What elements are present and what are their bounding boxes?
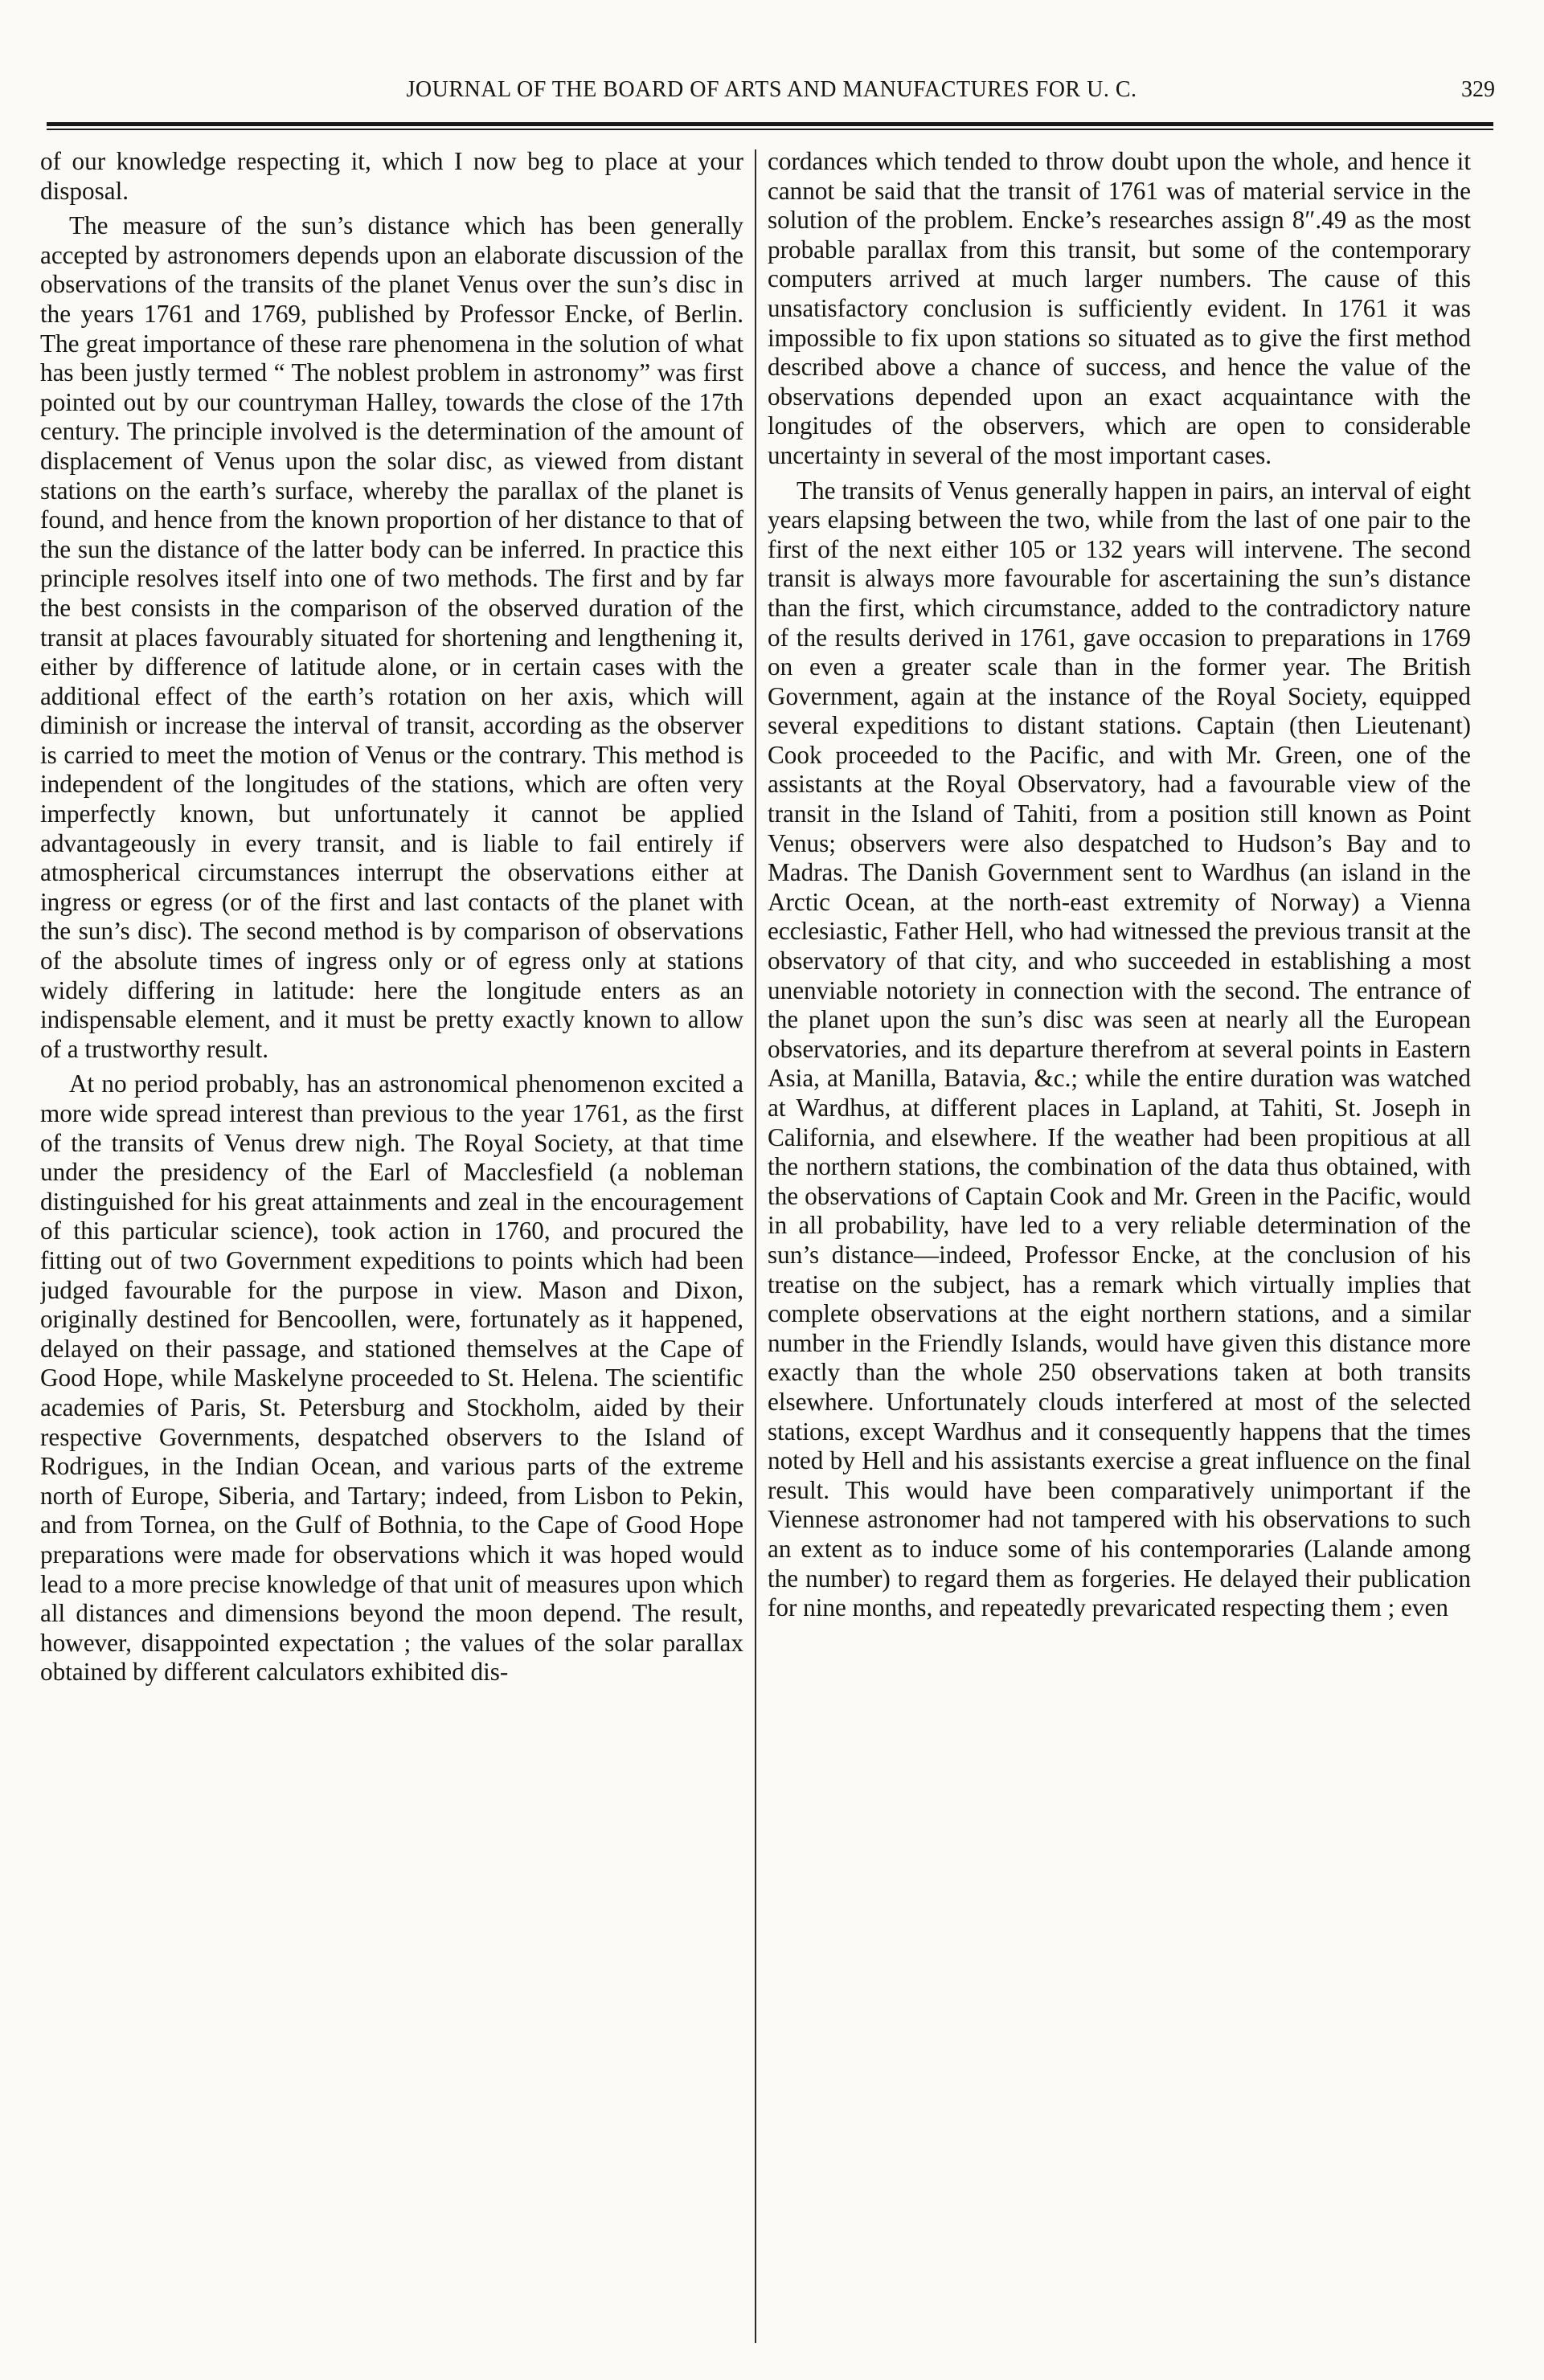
header-rule-thin	[47, 129, 1493, 130]
left-paragraph-1: of our knowledge respecting it, which I now beg to place at your disposal.	[40, 147, 743, 205]
journal-title: JOURNAL OF THE BOARD OF ARTS AND MANUFACTURES FOR U. C.	[406, 77, 1137, 102]
right-paragraph-2: The transits of Venus generally happen in pairs, an interval of eight years elapsing between the two, while from the last of one pair to the first of the next either 105 or 132 years will intervene. The second transit is always more favourable for ascertaining the sun’s distance than the first, which circumstance, added to the contradictory nature of the results derived in 1761, gave occasion to preparations in 1769 on even a greater scale than in the former year. The British Government, again at the instance of the Royal Society, equipped several expeditions to distant stations. Captain (then Lieutenant) Cook proceeded to the Pacific, and with Mr. Green, one of the assistants at the Royal Observatory, had a favourable view of the transit in the Island of Tahiti, from a position still known as Point Venus; observers were also despatched to Hudson’s Bay and to Madras. The Danish Government sent to Wardhus (an island in the Arctic Ocean, at the north-east extremity of Norway) a Vienna ecclesiastic, Father Hell, who had witnessed the previous transit at the observatory of that city, and who succeeded in establishing a most unenviable notoriety in connection with the second. The entrance of the planet upon the sun’s disc was seen at nearly all the European observatories, and its departure therefrom at several points in Eastern Asia, at Manilla, Batavia, &c.; while the entire duration was watched at Wardhus, at different places in Lapland, at Tahiti, St. Joseph in California, and elsewhere. If the weather had been propitious at all the northern stations, the combination of the data thus obtained, with the observations of Captain Cook and Mr. Green in the Pacific, would in all probability, have led to a very reliable determination of the sun’s distance—indeed, Professor Encke, at the conclusion of his treatise on the subject, has a remark which virtually implies that complete observations at the eight northern stations, and a similar number in the Friendly Islands, would have given this distance more exactly than the whole 250 observations taken at both transits elsewhere. Unfortunately clouds interfered at most of the selected stations, except Wardhus and it consequently happens that the times noted by Hell and his assistants exercise a great influence on the final result. This would have been comparatively unimportant if the Viennese astronomer had not tampered with his observations to such an extent as to induce some of his contemporaries (Lalande among the number) to regard them as forgeries. He delayed their publication for nine months, and repeatedly prevaricated respecting them ; even	[768, 476, 1471, 1622]
left-paragraph-3: At no period probably, has an astronomical phenomenon excited a more wide spread interest than previous to the year 1761, as the first of the transits of Venus drew nigh. The Royal Society, at that time under the presidency of the Earl of Macclesfield (a nobleman distinguished for his great attainments and zeal in the encouragement of this particular science), took action in 1760, and procured the fitting out of two Government expeditions to points which had been judged favourable for the purpose in view. Mason and Dixon, originally destined for Bencoollen, were, fortunately as it happened, delayed on their passage, and stationed themselves at the Cape of Good Hope, while Maskelyne proceeded to St. Helena. The scientific academies of Paris, St. Petersburg and Stockholm, aided by their respective Governments, despatched observers to the Island of Rodrigues, in the Indian Ocean, and various parts of the extreme north of Europe, Siberia, and Tartary; indeed, from Lisbon to Pekin, and from Tornea, on the Gulf of Bothnia, to the Cape of Good Hope preparations were made for observations which it was hoped would lead to a more precise knowledge of that unit of measures upon which all distances and dimensions beyond the moon depend. The result, however, disappointed expectation ; the values of the solar parallax obtained by different calculators exhibited dis-	[40, 1069, 743, 1687]
right-paragraph-1: cordances which tended to throw doubt upon the whole, and hence it cannot be said that the transit of 1761 was of material service in the solution of the problem. Encke’s researches assign 8″.49 as the most probable parallax from this transit, but some of the contemporary computers arrived at much larger numbers. The cause of this unsatisfactory conclusion is sufficiently evident. In 1761 it was impossible to fix upon stations so situated as to give the first method described above a chance of success, and hence the value of the observations depended upon an exact acquaintance with the longitudes of the observers, which are open to considerable uncertainty in several of the most important cases.	[768, 147, 1471, 469]
right-column	[768, 147, 1471, 2349]
header-rule-thick	[47, 122, 1493, 126]
running-header	[48, 77, 1495, 109]
left-paragraph-2: The measure of the sun’s distance which has been generally accepted by astronomers depends upon an elaborate discussion of the observations of the transits of the planet Venus over the sun’s disc in the years 1761 and 1769, published by Professor Encke, of Berlin. The great importance of these rare phenomena in the solution of what has been justly termed “ The noblest problem in astronomy” was first pointed out by our countryman Halley, towards the close of the 17th century. The principle involved is the determination of the amount of displacement of Venus upon the solar disc, as viewed from distant stations on the earth’s surface, whereby the parallax of the planet is found, and hence from the known proportion of her distance to that of the sun the distance of the latter body can be inferred. In practice this principle resolves itself into one of two methods. The first and by far the best consists in the comparison of the observed duration of the transit at places favourably situated for shortening and lengthening it, either by difference of latitude alone, or in certain cases with the additional effect of the earth’s rotation on her axis, which will diminish or increase the interval of transit, according as the observer is carried to meet the motion of Venus or the contrary. This method is independent of the longitudes of the stations, which are often very imperfectly known, but unfortunately it cannot be applied advantageously in every transit, and is liable to fail entirely if atmospherical circumstances interrupt the observations either at ingress or egress (or of the first and last contacts of the planet with the sun’s disc). The second method is by comparison of observations of the absolute times of ingress only or of egress only at stations widely differing in latitude: here the longitude enters as an indispensable element, and it must be pretty exactly known to allow of a trustworthy result.	[40, 211, 743, 1063]
left-column	[40, 147, 743, 2349]
column-divider	[755, 149, 756, 2343]
page-number: 329	[1461, 77, 1495, 102]
